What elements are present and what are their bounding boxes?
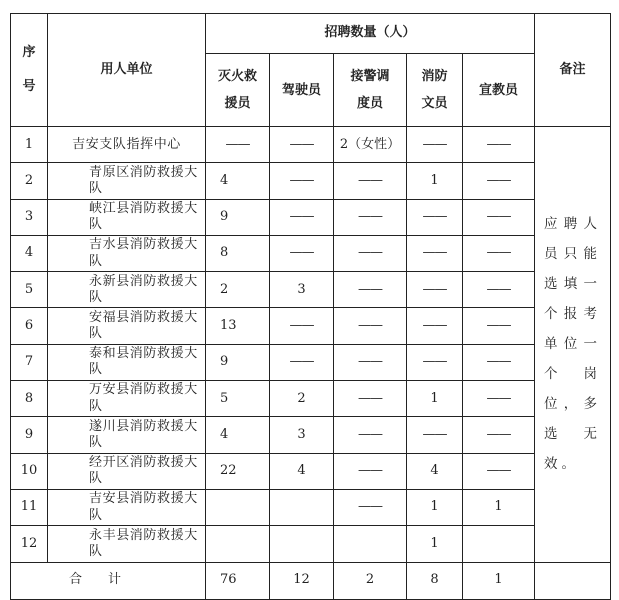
cell-clerk: 1 (407, 381, 463, 417)
row-number: 9 (11, 417, 48, 453)
table-row (11, 417, 611, 453)
row-number: 7 (11, 344, 48, 380)
cell-driver: —— (270, 235, 334, 271)
row-number: 11 (11, 489, 48, 525)
table-row (11, 308, 611, 344)
cell-firefighter: 13 (206, 308, 270, 344)
table-row (11, 453, 611, 489)
cell-driver: 2 (270, 381, 334, 417)
cell-firefighter (206, 489, 270, 525)
row-number: 4 (11, 235, 48, 271)
cell-dispatcher: —— (334, 453, 407, 489)
cell-clerk: 1 (407, 489, 463, 525)
row-number: 6 (11, 308, 48, 344)
cell-dispatcher: —— (334, 235, 407, 271)
total-educator: 1 (463, 562, 535, 599)
total-remark (535, 562, 611, 599)
cell-dispatcher: —— (334, 199, 407, 235)
cell-educator: —— (463, 235, 535, 271)
cell-clerk: —— (407, 308, 463, 344)
row-unit: 青原区消防救援大队 (48, 163, 206, 199)
row-number: 2 (11, 163, 48, 199)
cell-educator: —— (463, 163, 535, 199)
header-seq: 序号 (11, 14, 48, 127)
table-row (11, 526, 611, 562)
cell-educator: —— (463, 344, 535, 380)
cell-driver (270, 526, 334, 562)
cell-driver: —— (270, 199, 334, 235)
header-dispatcher: 接警调 度员 (334, 54, 407, 127)
row-unit: 遂川县消防救援大队 (48, 417, 206, 453)
cell-clerk: 1 (407, 526, 463, 562)
cell-dispatcher: —— (334, 344, 407, 380)
cell-firefighter: 22 (206, 453, 270, 489)
table-row (11, 163, 611, 199)
row-unit: 吉安支队指挥中心 (48, 127, 206, 163)
cell-driver: —— (270, 308, 334, 344)
row-unit: 吉安县消防救援大队 (48, 489, 206, 525)
cell-dispatcher (334, 526, 407, 562)
row-number: 10 (11, 453, 48, 489)
table-row (11, 127, 611, 163)
cell-educator: —— (463, 127, 535, 163)
cell-educator (463, 526, 535, 562)
row-unit: 泰和县消防救援大队 (48, 344, 206, 380)
cell-clerk: 4 (407, 453, 463, 489)
table-row (11, 235, 611, 271)
cell-dispatcher: —— (334, 381, 407, 417)
cell-driver: 3 (270, 417, 334, 453)
cell-firefighter: 9 (206, 344, 270, 380)
row-unit: 经开区消防救援大队 (48, 453, 206, 489)
cell-clerk: —— (407, 344, 463, 380)
cell-clerk: —— (407, 235, 463, 271)
row-number: 3 (11, 199, 48, 235)
header-educator: 宣教员 (463, 54, 535, 127)
cell-driver: 3 (270, 272, 334, 308)
header-clerk: 消防 文员 (407, 54, 463, 127)
cell-dispatcher: 2（女性） (334, 127, 407, 163)
cell-firefighter: —— (206, 127, 270, 163)
cell-firefighter: 9 (206, 199, 270, 235)
header-firefighter: 灭火救 援员 (206, 54, 270, 127)
cell-clerk: —— (407, 417, 463, 453)
cell-educator: —— (463, 417, 535, 453)
cell-dispatcher: —— (334, 417, 407, 453)
cell-dispatcher: —— (334, 163, 407, 199)
row-unit: 万安县消防救援大队 (48, 381, 206, 417)
cell-driver: —— (270, 127, 334, 163)
row-unit: 吉水县消防救援大队 (48, 235, 206, 271)
cell-educator: —— (463, 308, 535, 344)
cell-firefighter: 8 (206, 235, 270, 271)
table-row (11, 199, 611, 235)
table-row (11, 272, 611, 308)
table-row (11, 381, 611, 417)
row-unit: 安福县消防救援大队 (48, 308, 206, 344)
cell-firefighter: 4 (206, 417, 270, 453)
cell-dispatcher: —— (334, 308, 407, 344)
total-driver: 12 (270, 562, 334, 599)
cell-educator: —— (463, 453, 535, 489)
cell-firefighter: 5 (206, 381, 270, 417)
cell-dispatcher: —— (334, 272, 407, 308)
row-number: 12 (11, 526, 48, 562)
cell-driver: 4 (270, 453, 334, 489)
cell-firefighter (206, 526, 270, 562)
total-label: 合计 (11, 562, 206, 599)
row-unit: 永丰县消防救援大队 (48, 526, 206, 562)
cell-driver (270, 489, 334, 525)
total-row (11, 562, 611, 599)
header-remark: 备注 (535, 14, 611, 127)
cell-dispatcher: —— (334, 489, 407, 525)
header-driver: 驾驶员 (270, 54, 334, 127)
table-row (11, 489, 611, 525)
table-row (11, 344, 611, 380)
header-unit: 用人单位 (48, 14, 206, 127)
cell-educator: 1 (463, 489, 535, 525)
remark-cell: 应聘人员只能选填一个报考单位一个岗位，多选无效。 (535, 127, 611, 563)
cell-educator: —— (463, 272, 535, 308)
row-unit: 峡江县消防救援大队 (48, 199, 206, 235)
total-firefighter: 76 (206, 562, 270, 599)
cell-firefighter: 4 (206, 163, 270, 199)
total-clerk: 8 (407, 562, 463, 599)
row-number: 1 (11, 127, 48, 163)
cell-clerk: —— (407, 199, 463, 235)
cell-driver: —— (270, 163, 334, 199)
cell-educator: —— (463, 381, 535, 417)
row-unit: 永新县消防救援大队 (48, 272, 206, 308)
row-number: 5 (11, 272, 48, 308)
cell-clerk: —— (407, 127, 463, 163)
total-dispatcher: 2 (334, 562, 407, 599)
header-recruit-count: 招聘数量（人） (206, 14, 535, 54)
cell-driver: —— (270, 344, 334, 380)
cell-clerk: 1 (407, 163, 463, 199)
recruitment-table (10, 13, 611, 600)
row-number: 8 (11, 381, 48, 417)
cell-firefighter: 2 (206, 272, 270, 308)
cell-educator: —— (463, 199, 535, 235)
cell-clerk: —— (407, 272, 463, 308)
